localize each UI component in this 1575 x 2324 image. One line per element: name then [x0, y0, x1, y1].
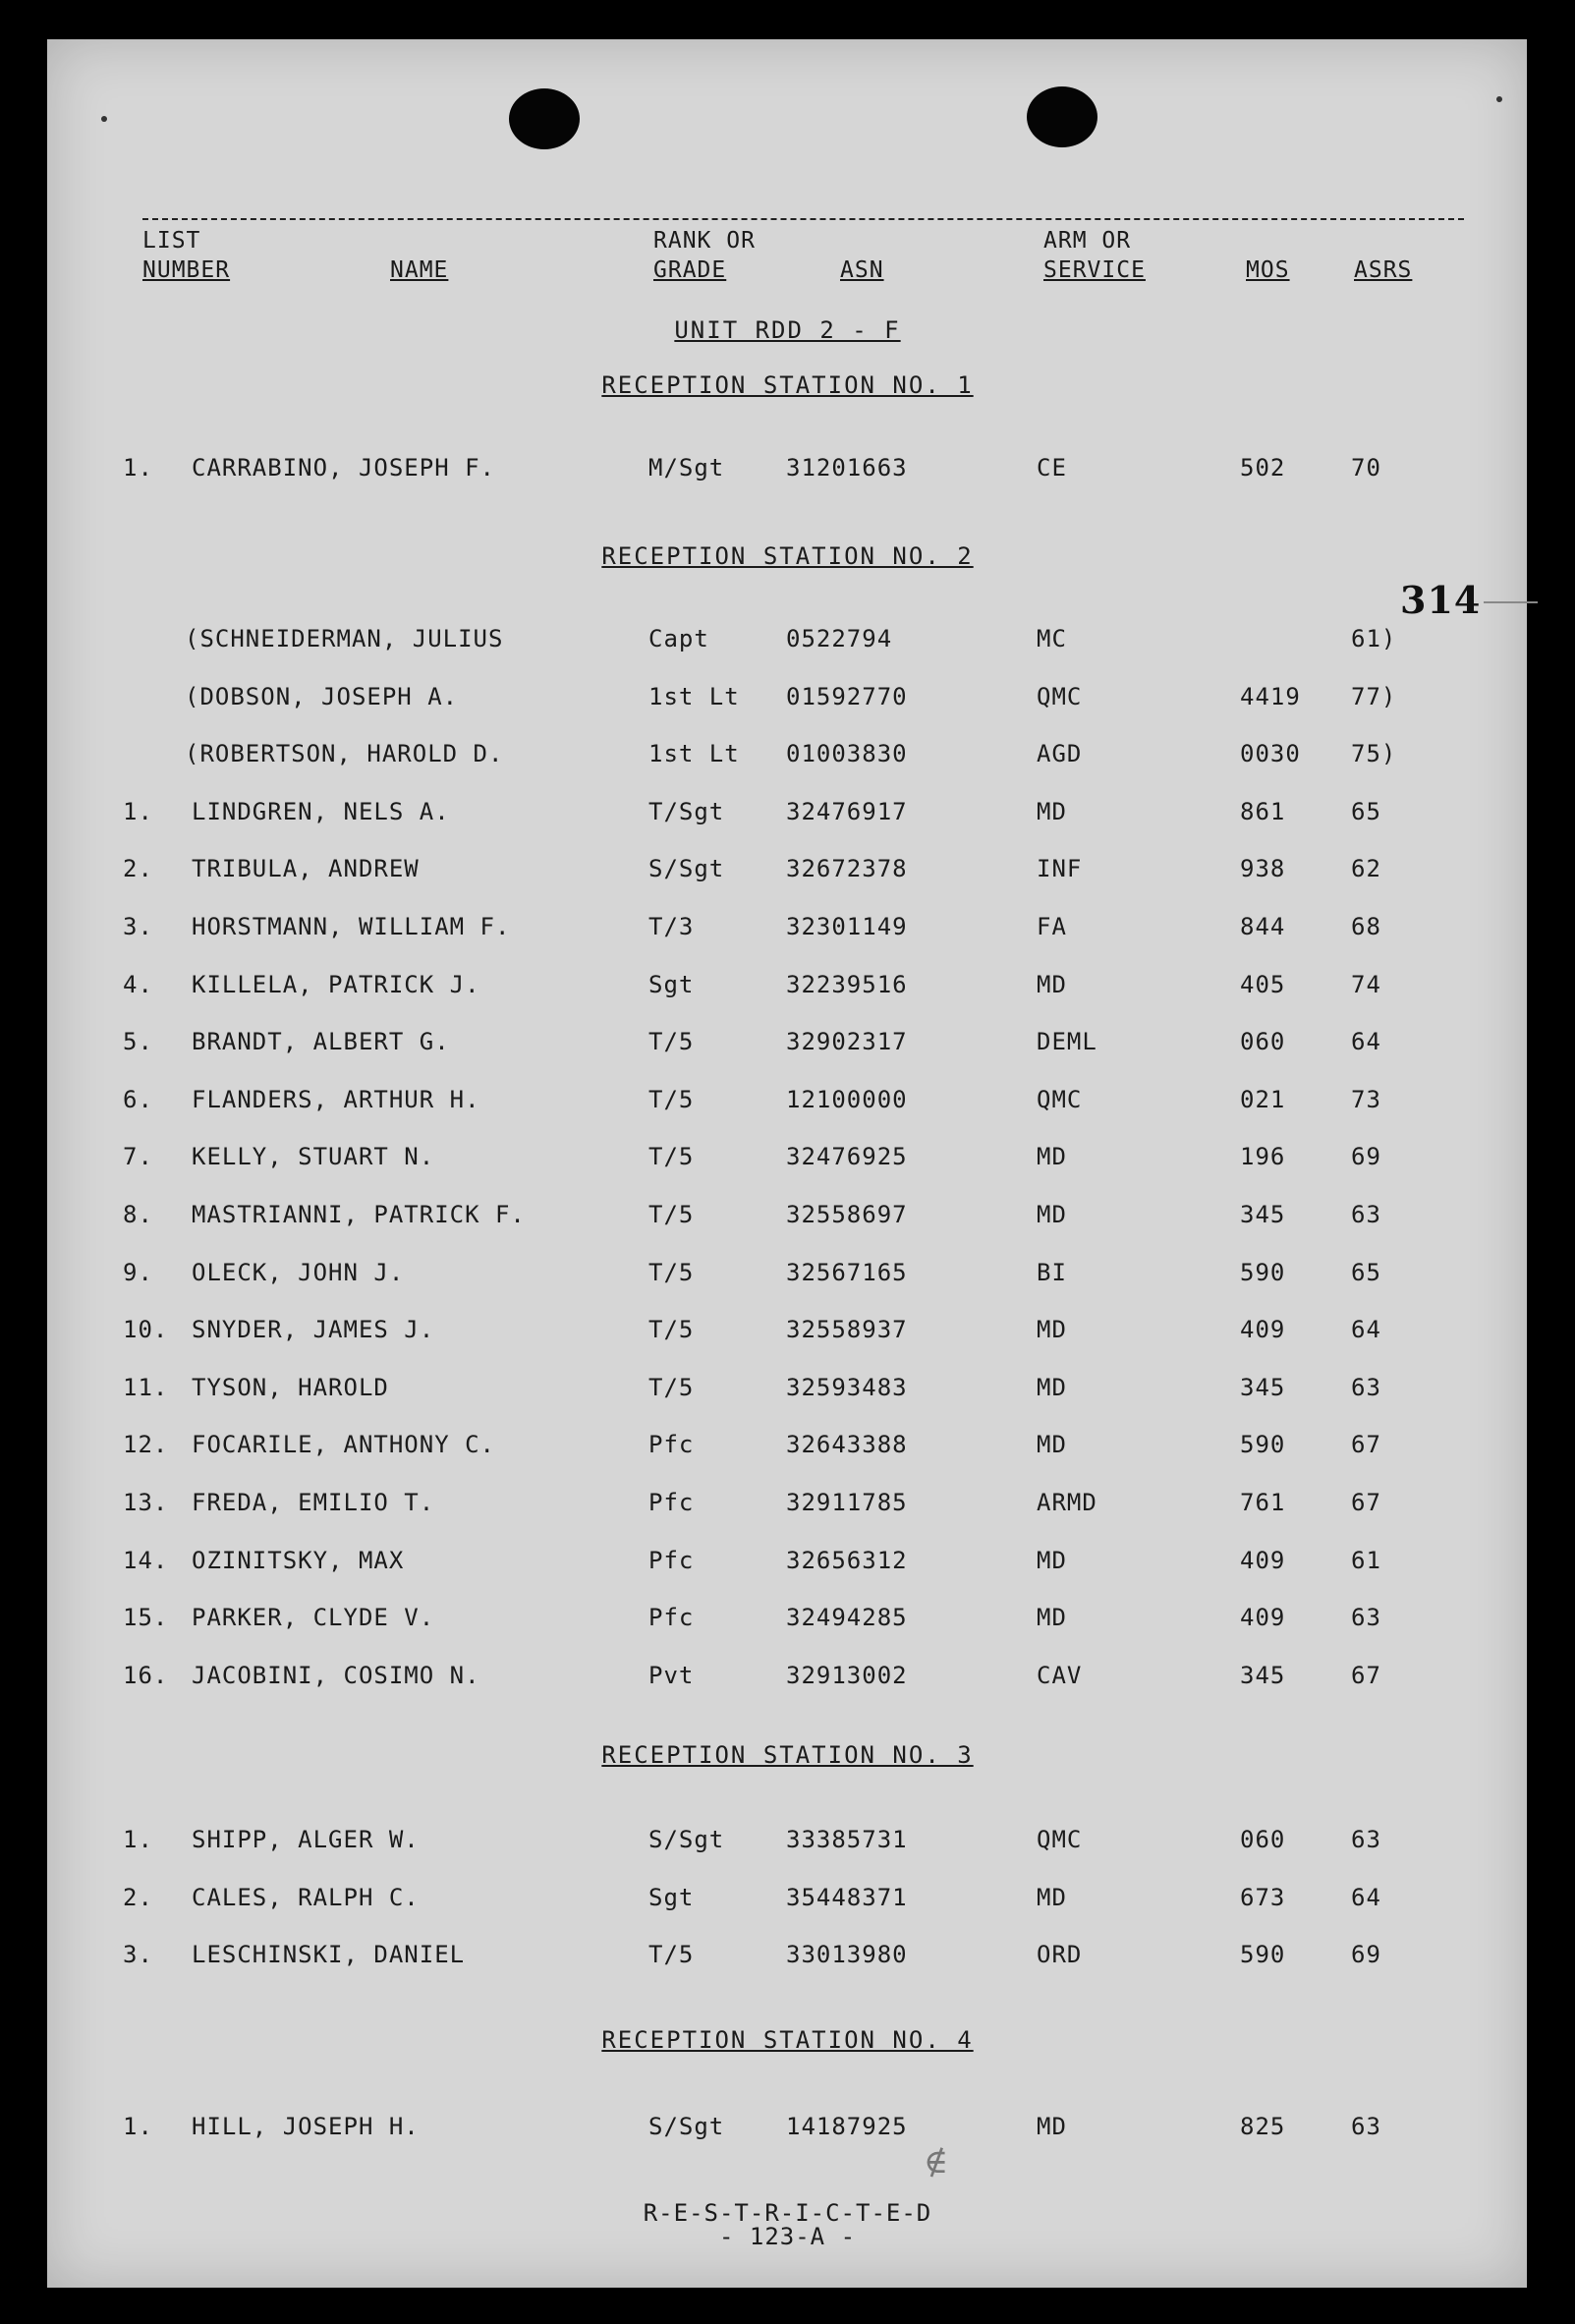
cell-arm: INF — [1037, 855, 1083, 883]
cell-asn: 32476925 — [786, 1143, 908, 1171]
cell-name: BRANDT, ALBERT G. — [192, 1028, 450, 1056]
cell-asn: 32911785 — [786, 1489, 908, 1516]
classification-marking: R-E-S-T-R-I-C-T-E-D — [643, 2199, 932, 2227]
cell-mos: 345 — [1240, 1373, 1286, 1401]
cell-rank: Pvt — [648, 1661, 695, 1689]
column-header-mos: MOS — [1246, 257, 1290, 283]
cell-asn: 32913002 — [786, 1661, 908, 1689]
table-row — [0, 1941, 1575, 1974]
cell-num: 7. — [123, 1143, 153, 1171]
cell-asrs: 64 — [1351, 1028, 1381, 1056]
cell-arm: ORD — [1037, 1941, 1083, 1969]
cell-arm: FA — [1037, 913, 1067, 940]
cell-name: OZINITSKY, MAX — [192, 1546, 405, 1574]
cell-num: 9. — [123, 1258, 153, 1286]
cell-name: HILL, JOSEPH H. — [192, 2113, 420, 2140]
cell-rank: S/Sgt — [648, 855, 725, 883]
cell-asrs: 69 — [1351, 1941, 1381, 1969]
cell-mos: 405 — [1240, 970, 1286, 998]
cell-arm: CE — [1037, 454, 1067, 482]
column-header-arm: ARM OR SERVICE — [1043, 228, 1146, 283]
cell-asrs: 61 — [1351, 1546, 1381, 1574]
cell-rank: 1st Lt — [648, 740, 740, 768]
cell-arm: MC — [1037, 625, 1067, 652]
punch-hole-right — [1027, 86, 1097, 147]
unit-title: UNIT RDD 2 - F — [674, 316, 901, 344]
table-row — [0, 1884, 1575, 1917]
cell-asrs: 65 — [1351, 797, 1381, 825]
cell-name: (ROBERTSON, HAROLD D. — [185, 740, 504, 768]
cell-rank: Sgt — [648, 970, 695, 998]
table-row — [0, 913, 1575, 946]
table-row — [0, 1662, 1575, 1695]
cell-mos: 502 — [1240, 454, 1286, 482]
cell-asrs: 64 — [1351, 1316, 1381, 1344]
cell-mos: 409 — [1240, 1546, 1286, 1574]
cell-arm: CAV — [1037, 1661, 1083, 1689]
cell-mos: 938 — [1240, 855, 1286, 883]
cell-asn: 33013980 — [786, 1941, 908, 1969]
cell-rank: Pfc — [648, 1431, 695, 1459]
cell-num: 12. — [123, 1431, 169, 1459]
cell-asn: 31201663 — [786, 454, 908, 482]
cell-num: 3. — [123, 1941, 153, 1969]
cell-asn: 33385731 — [786, 1826, 908, 1853]
cell-arm: MD — [1037, 2113, 1067, 2140]
table-row — [0, 1028, 1575, 1061]
cell-num: 5. — [123, 1028, 153, 1056]
cell-asrs: 64 — [1351, 1883, 1381, 1911]
section-title: RECEPTION STATION NO. 3 — [601, 1741, 974, 1769]
cell-asn: 32902317 — [786, 1028, 908, 1056]
cell-name: HORSTMANN, WILLIAM F. — [192, 913, 511, 940]
cell-asrs: 63 — [1351, 1373, 1381, 1401]
cell-num: 1. — [123, 454, 153, 482]
cell-name: JACOBINI, COSIMO N. — [192, 1661, 480, 1689]
cell-asn: 32672378 — [786, 855, 908, 883]
cell-mos: 861 — [1240, 797, 1286, 825]
table-row — [0, 1431, 1575, 1464]
section-title: RECEPTION STATION NO. 1 — [601, 371, 974, 399]
cell-rank: S/Sgt — [648, 2113, 725, 2140]
cell-num: 16. — [123, 1661, 169, 1689]
cell-asrs: 70 — [1351, 454, 1381, 482]
cell-asn: 0522794 — [786, 625, 893, 652]
cell-name: PARKER, CLYDE V. — [192, 1604, 435, 1632]
cell-asrs: 69 — [1351, 1143, 1381, 1171]
cell-num: 1. — [123, 797, 153, 825]
cell-name: SNYDER, JAMES J. — [192, 1316, 435, 1344]
cell-rank: M/Sgt — [648, 454, 725, 482]
cell-rank: T/5 — [648, 1941, 695, 1969]
cell-asrs: 61) — [1351, 625, 1397, 652]
pencil-mark: ∉ — [924, 2142, 949, 2182]
cell-rank: T/5 — [648, 1085, 695, 1113]
cell-arm: MD — [1037, 797, 1067, 825]
cell-arm: QMC — [1037, 1826, 1083, 1853]
cell-name: KILLELA, PATRICK J. — [192, 970, 480, 998]
table-row — [0, 1143, 1575, 1176]
cell-name: FOCARILE, ANTHONY C. — [192, 1431, 495, 1459]
cell-mos: 0030 — [1240, 740, 1301, 768]
cell-asrs: 73 — [1351, 1085, 1381, 1113]
cell-arm: MD — [1037, 1431, 1067, 1459]
section-title: RECEPTION STATION NO. 4 — [601, 2026, 974, 2054]
cell-asn: 35448371 — [786, 1883, 908, 1911]
paper-speck — [101, 116, 107, 122]
cell-rank: Sgt — [648, 1883, 695, 1911]
cell-num: 14. — [123, 1546, 169, 1574]
cell-asrs: 77) — [1351, 682, 1397, 710]
cell-asn: 32593483 — [786, 1373, 908, 1401]
cell-asrs: 62 — [1351, 855, 1381, 883]
cell-asn: 32656312 — [786, 1546, 908, 1574]
cell-asn: 32494285 — [786, 1604, 908, 1632]
cell-arm: AGD — [1037, 740, 1083, 768]
table-row — [0, 855, 1575, 888]
cell-asrs: 74 — [1351, 970, 1381, 998]
cell-mos: 345 — [1240, 1201, 1286, 1228]
cell-asrs: 67 — [1351, 1431, 1381, 1459]
cell-rank: Pfc — [648, 1546, 695, 1574]
cell-name: TRIBULA, ANDREW — [192, 855, 420, 883]
cell-name: (DOBSON, JOSEPH A. — [185, 682, 459, 710]
cell-num: 8. — [123, 1201, 153, 1228]
cell-asn: 01592770 — [786, 682, 908, 710]
cell-arm: DEML — [1037, 1028, 1097, 1056]
cell-arm: QMC — [1037, 682, 1083, 710]
cell-arm: MD — [1037, 1201, 1067, 1228]
table-row — [0, 625, 1575, 658]
cell-mos: 021 — [1240, 1085, 1286, 1113]
cell-rank: Pfc — [648, 1489, 695, 1516]
cell-mos: 761 — [1240, 1489, 1286, 1516]
cell-num: 1. — [123, 2113, 153, 2140]
cell-asn: 01003830 — [786, 740, 908, 768]
cell-arm: MD — [1037, 1883, 1067, 1911]
cell-rank: T/5 — [648, 1316, 695, 1344]
cell-arm: QMC — [1037, 1085, 1083, 1113]
cell-num: 13. — [123, 1489, 169, 1516]
cell-num: 1. — [123, 1826, 153, 1853]
cell-name: FLANDERS, ARTHUR H. — [192, 1085, 480, 1113]
cell-arm: MD — [1037, 1143, 1067, 1171]
cell-asn: 32643388 — [786, 1431, 908, 1459]
table-row — [0, 1201, 1575, 1234]
cell-name: FREDA, EMILIO T. — [192, 1489, 435, 1516]
cell-mos: 590 — [1240, 1258, 1286, 1286]
page-reference: - 123-A - — [718, 2223, 857, 2250]
cell-asrs: 63 — [1351, 1826, 1381, 1853]
cell-rank: T/3 — [648, 913, 695, 940]
cell-rank: T/Sgt — [648, 797, 725, 825]
cell-asrs: 67 — [1351, 1661, 1381, 1689]
page-number-tick — [1484, 601, 1538, 603]
cell-name: LESCHINSKI, DANIEL — [192, 1941, 466, 1969]
column-header-rank: RANK OR GRADE — [653, 228, 756, 283]
cell-name: MASTRIANNI, PATRICK F. — [192, 1201, 526, 1228]
cell-arm: MD — [1037, 1316, 1067, 1344]
section-title: RECEPTION STATION NO. 2 — [601, 542, 974, 570]
cell-name: CARRABINO, JOSEPH F. — [192, 454, 495, 482]
cell-asrs: 63 — [1351, 2113, 1381, 2140]
cell-asn: 12100000 — [786, 1085, 908, 1113]
cell-mos: 844 — [1240, 913, 1286, 940]
cell-mos: 590 — [1240, 1941, 1286, 1969]
table-row — [0, 1374, 1575, 1407]
cell-asn: 14187925 — [786, 2113, 908, 2140]
cell-asrs: 63 — [1351, 1201, 1381, 1228]
cell-rank: 1st Lt — [648, 682, 740, 710]
table-row — [0, 1259, 1575, 1292]
cell-num: 3. — [123, 913, 153, 940]
cell-num: 2. — [123, 855, 153, 883]
cell-num: 4. — [123, 970, 153, 998]
table-row — [0, 1086, 1575, 1119]
table-row — [0, 1316, 1575, 1349]
table-row — [0, 683, 1575, 716]
cell-asn: 32567165 — [786, 1258, 908, 1286]
header-top-rule — [142, 218, 1464, 220]
cell-asrs: 67 — [1351, 1489, 1381, 1516]
cell-name: KELLY, STUART N. — [192, 1143, 435, 1171]
cell-name: TYSON, HAROLD — [192, 1373, 389, 1401]
cell-asn: 32558937 — [786, 1316, 908, 1344]
table-row — [0, 1547, 1575, 1580]
cell-arm: MD — [1037, 1604, 1067, 1632]
cell-rank: T/5 — [648, 1143, 695, 1171]
cell-asrs: 65 — [1351, 1258, 1381, 1286]
cell-mos: 4419 — [1240, 682, 1301, 710]
cell-name: (SCHNEIDERMAN, JULIUS — [185, 625, 504, 652]
cell-asn: 32239516 — [786, 970, 908, 998]
page-number: 314 — [1400, 578, 1482, 622]
cell-asrs: 75) — [1351, 740, 1397, 768]
table-row — [0, 1604, 1575, 1637]
cell-asn: 32558697 — [786, 1201, 908, 1228]
cell-arm: ARMD — [1037, 1489, 1097, 1516]
cell-num: 10. — [123, 1316, 169, 1344]
cell-arm: MD — [1037, 1546, 1067, 1574]
table-row — [0, 2113, 1575, 2146]
column-header-asn: ASN — [840, 257, 884, 283]
table-row — [0, 971, 1575, 1004]
cell-rank: T/5 — [648, 1201, 695, 1228]
cell-rank: S/Sgt — [648, 1826, 725, 1853]
cell-mos: 590 — [1240, 1431, 1286, 1459]
cell-mos: 409 — [1240, 1316, 1286, 1344]
cell-name: CALES, RALPH C. — [192, 1883, 420, 1911]
cell-mos: 196 — [1240, 1143, 1286, 1171]
cell-arm: BI — [1037, 1258, 1067, 1286]
cell-mos: 345 — [1240, 1661, 1286, 1689]
cell-arm: MD — [1037, 970, 1067, 998]
cell-mos: 825 — [1240, 2113, 1286, 2140]
cell-mos: 060 — [1240, 1826, 1286, 1853]
cell-rank: T/5 — [648, 1258, 695, 1286]
table-row — [0, 1489, 1575, 1522]
cell-name: SHIPP, ALGER W. — [192, 1826, 420, 1853]
cell-asn: 32301149 — [786, 913, 908, 940]
column-header-list: LIST NUMBER — [142, 228, 231, 283]
cell-mos: 060 — [1240, 1028, 1286, 1056]
cell-rank: Pfc — [648, 1604, 695, 1632]
paper-speck — [1496, 96, 1502, 102]
cell-num: 15. — [123, 1604, 169, 1632]
table-row — [0, 1826, 1575, 1859]
cell-num: 11. — [123, 1373, 169, 1401]
cell-num: 2. — [123, 1883, 153, 1911]
column-header-asrs: ASRS — [1354, 257, 1413, 283]
cell-asrs: 68 — [1351, 913, 1381, 940]
table-row — [0, 798, 1575, 831]
table-row — [0, 454, 1575, 487]
cell-mos: 673 — [1240, 1883, 1286, 1911]
cell-name: OLECK, JOHN J. — [192, 1258, 405, 1286]
cell-asrs: 63 — [1351, 1604, 1381, 1632]
cell-arm: MD — [1037, 1373, 1067, 1401]
table-row — [0, 740, 1575, 773]
cell-num: 6. — [123, 1085, 153, 1113]
cell-rank: T/5 — [648, 1373, 695, 1401]
punch-hole-left — [509, 88, 580, 149]
cell-name: LINDGREN, NELS A. — [192, 797, 450, 825]
cell-rank: Capt — [648, 625, 709, 652]
cell-rank: T/5 — [648, 1028, 695, 1056]
cell-mos: 409 — [1240, 1604, 1286, 1632]
column-header-name: NAME — [390, 257, 449, 283]
cell-asn: 32476917 — [786, 797, 908, 825]
